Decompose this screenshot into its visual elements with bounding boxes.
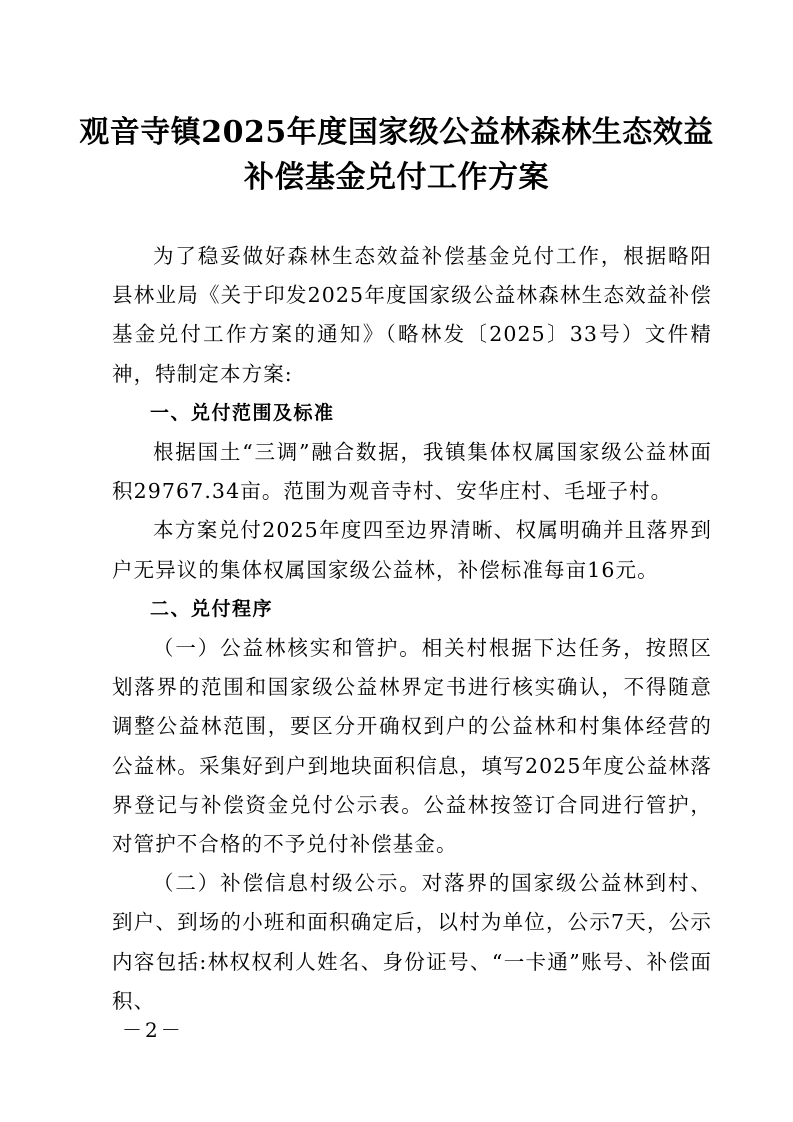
document-title-line-2: 补偿基金兑付工作方案 — [244, 160, 549, 195]
document-title-line-1: 观音寺镇2025年度国家级公益林森林生态效益 — [79, 115, 714, 150]
section-1-paragraph-2: 本方案兑付2025年度四至边界清晰、权属明确并且落界到户无异议的集体权属国家级公益林，补偿标准每亩16元。 — [112, 518, 712, 582]
section-1-paragraph-1: 根据国土“三调”融合数据，我镇集体权属国家级公益林面积29767.34亩。范围为观音寺村、安华庄村、毛垭子村。 — [112, 440, 712, 504]
document-body — [112, 237, 712, 1021]
section-1-heading: 一、兑付范围及标准 — [150, 401, 335, 424]
intro-paragraph: 为了稳妥做好森林生态效益补偿基金兑付工作，根据略阳县林业局《关于印发2025年度国家级公益林森林生态效益补偿基金兑付工作方案的通知》（略林发〔2025〕33号）文件精神，特制定本方案: — [112, 244, 712, 386]
section-2-paragraph-1: （一）公益林核实和管护。相关村根据下达任务，按照区划落界的范围和国家级公益林界定书进行核实确认，不得随意调整公益林范围，要区分开确权到户的公益林和村集体经营的公益林。采集好到户到地块面积信息，填写2025年度公益林落界登记与补偿资金兑付公示表。公益林按签订合同进行管护，对管护不合格的不予兑付补偿基金。 — [112, 636, 712, 857]
page-number: －2－ — [122, 1018, 184, 1042]
section-2-paragraph-2: （二）补偿信息村级公示。对落界的国家级公益林到村、到户、到场的小班和面积确定后，以村为单位，公示7天，公示内容包括:林权权利人姓名、身份证号、“一卡通”账号、补偿面积、 — [112, 871, 712, 1013]
section-2-heading: 二、兑付程序 — [150, 597, 274, 620]
